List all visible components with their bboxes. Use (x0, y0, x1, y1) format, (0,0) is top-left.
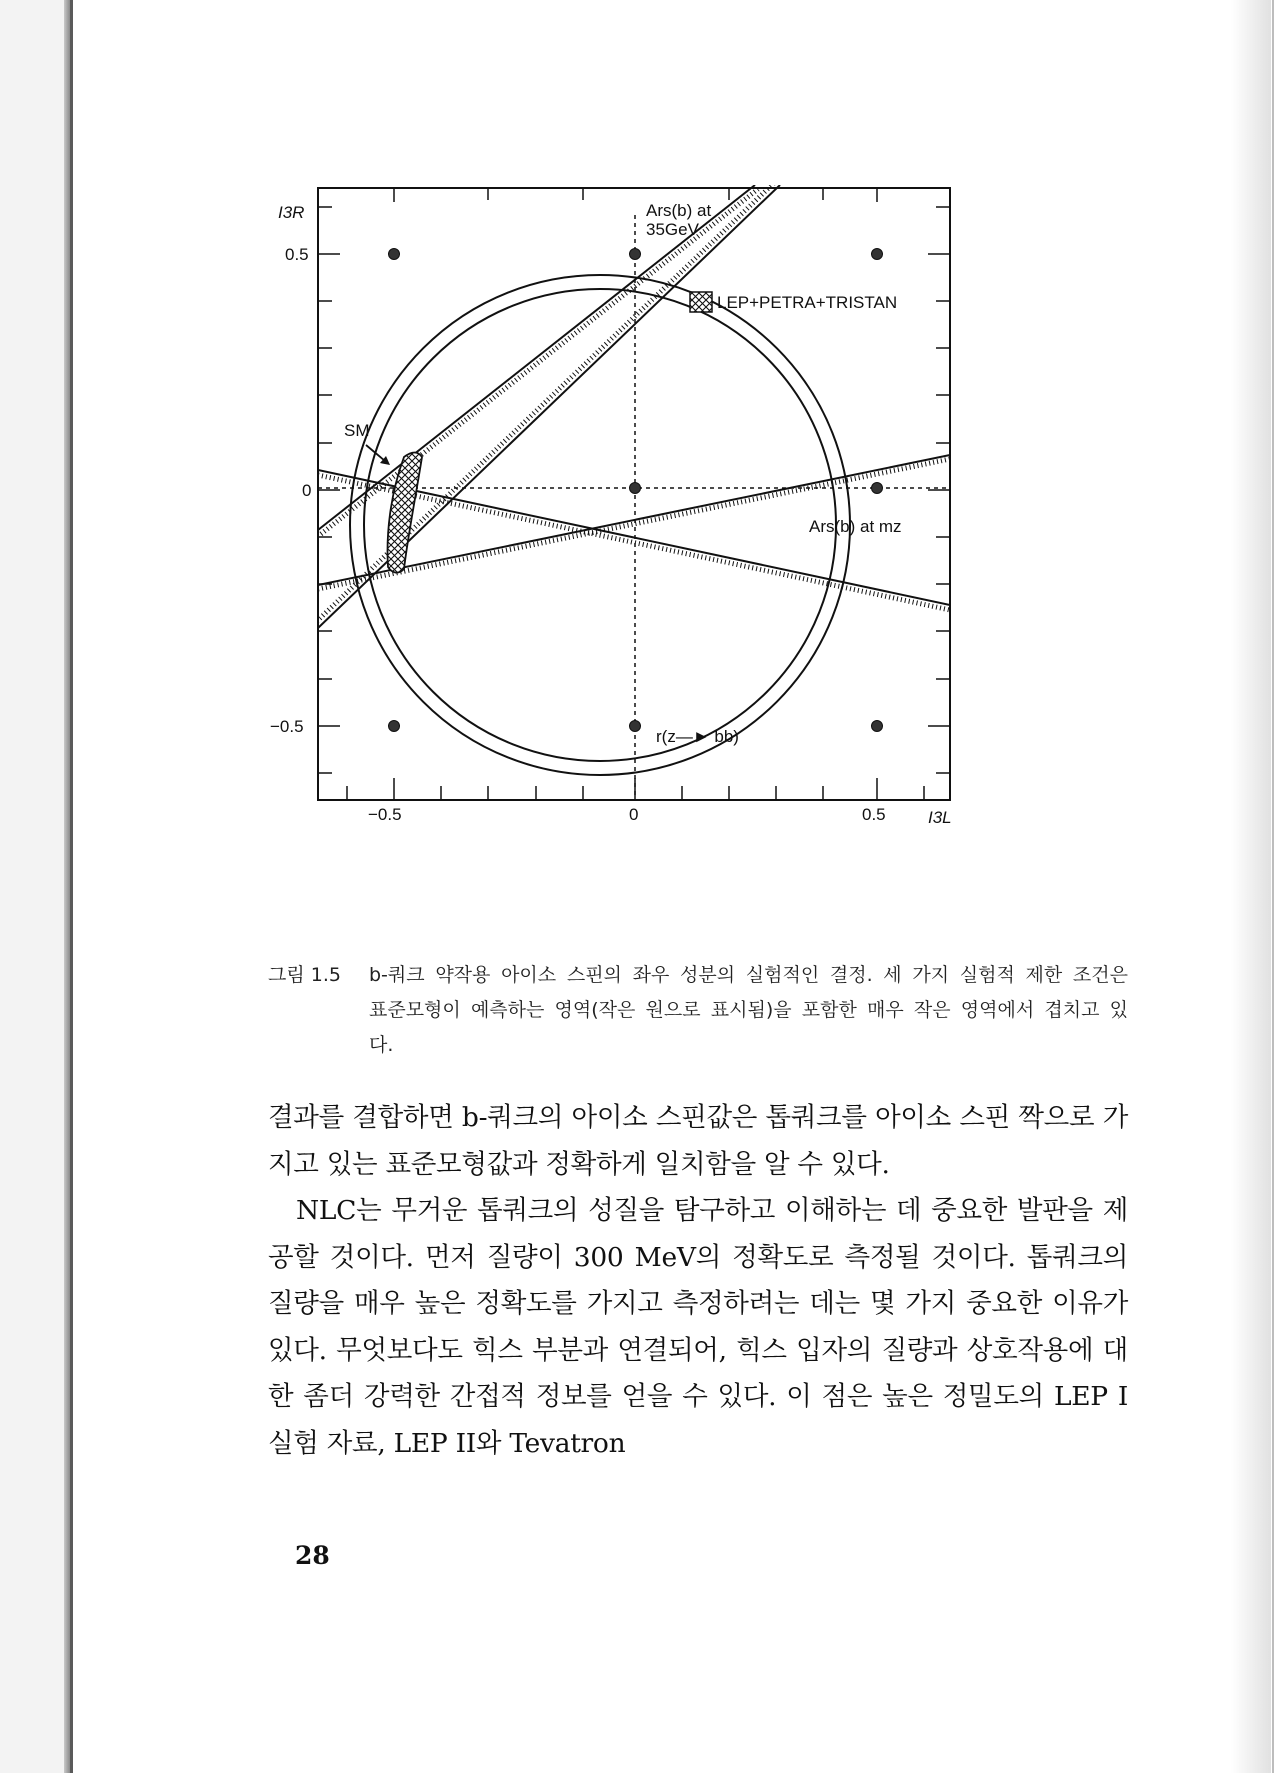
x-tick-neg0.5: −0.5 (368, 805, 402, 824)
caption-text: b-쿼크 약작용 아이소 스핀의 좌우 성분의 실험적인 결정. 세 가지 실험적 제한 조건은 표준모형이 예측하는 영역(작은 원으로 표시됨)을 포함한 매우 작은 영역에서 겹치고 있다. (369, 964, 1128, 1056)
figure-caption (268, 958, 1128, 1063)
point-right-bottom (872, 721, 883, 732)
ars35-upper-hatch (321, 189, 758, 534)
annotation-35gev-line1: Ars(b) at (646, 201, 712, 220)
annotation-r: r(z—► bb) (656, 727, 739, 746)
page-shadow (1231, 0, 1271, 1773)
legend-label: LEP+PETRA+TRISTAN (717, 293, 898, 312)
paragraph-2: NLC는 무거운 톱쿼크의 성질을 탐구하고 이해하는 데 중요한 발판을 제공할 것이다. 먼저 질량이 300 MeV의 정확도로 측정될 것이다. 톱쿼크의 질량을 매우 높은 정확도를 가지고 측정하려는 데는 몇 가지 중요한 이유가 있다. 무엇보다도 힉스 부분과 연결되어, 힉스 입자의 질량과 상호작용에 대한 좀더 강력한 간접적 정보를 얻을 수 있다. 이 점은 높은 정밀도의 LEP I 실험 자료, LEP II와 Tevatron (268, 1195, 1128, 1459)
annotation-35gev-line2: 35GeV (646, 220, 699, 239)
body-text (268, 1095, 1128, 1467)
point-right-top (872, 249, 883, 260)
point-center-bottom (630, 721, 641, 732)
r-band-inner-circle (364, 289, 836, 761)
y-axis-label: I3R (278, 203, 305, 222)
x-tick-0.5: 0.5 (862, 805, 886, 824)
paragraph-1: 결과를 결합하면 b-쿼크의 아이소 스핀값은 톱쿼크를 아이소 스핀 짝으로 가지고 있는 표준모형값과 정확하게 일치함을 알 수 있다. (268, 1102, 1128, 1180)
y-tick-neg0.5: −0.5 (270, 717, 304, 736)
y-tick-0: 0 (302, 481, 312, 500)
sm-label: SM (344, 421, 370, 440)
sm-arrow (366, 445, 385, 461)
caption-label: 그림 1.5 (268, 964, 341, 986)
annotation-mz: Ars(b) at mz (809, 517, 902, 536)
legend-swatch (690, 292, 712, 312)
point-left-top (389, 249, 400, 260)
point-left-bottom (389, 721, 400, 732)
x-tick-0: 0 (629, 805, 639, 824)
page-number: 28 (295, 1541, 330, 1570)
point-center (630, 483, 641, 494)
point-right-center (872, 483, 883, 494)
y-tick-0.5: 0.5 (285, 245, 309, 264)
point-center-top (630, 249, 641, 260)
x-axis-label: I3L (928, 808, 952, 827)
ars35-lower-hatch (314, 181, 776, 624)
figure-1-5 (270, 195, 1100, 955)
